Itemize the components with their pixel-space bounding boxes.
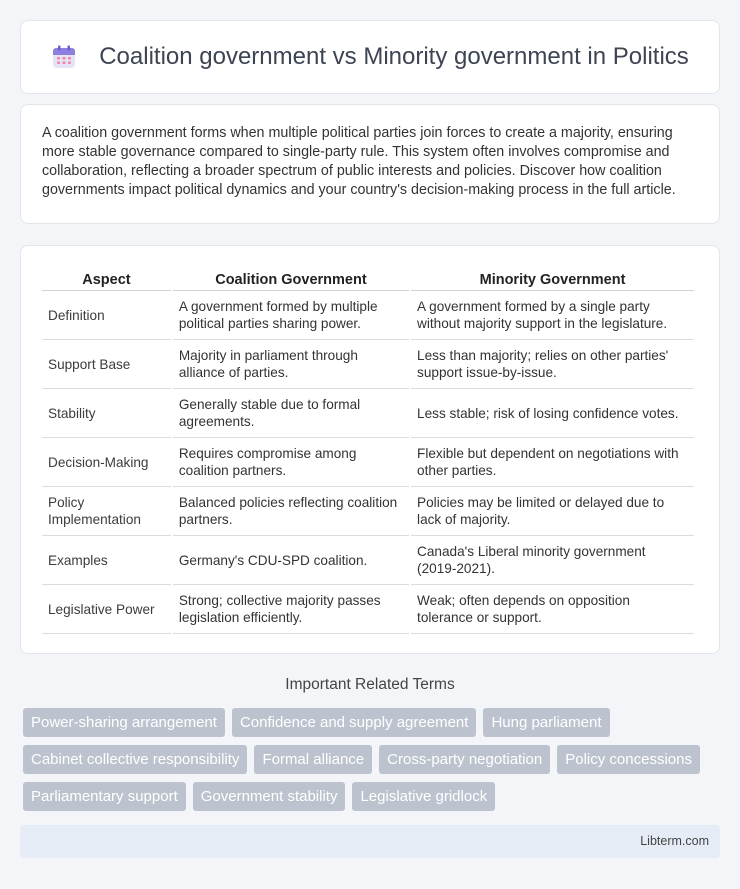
table-row — [42, 389, 694, 438]
comparison-table-card — [20, 245, 720, 654]
related-term-tag[interactable]: Confidence and supply agreement — [232, 708, 477, 737]
row-minority: Canada's Liberal minority government (2019-2021). — [411, 536, 694, 585]
related-term-tag[interactable]: Government stability — [193, 782, 346, 811]
header-minority: Minority Government — [411, 266, 694, 291]
row-minority: Less stable; risk of losing confidence votes. — [411, 389, 694, 438]
related-term-tag[interactable]: Policy concessions — [557, 745, 700, 774]
table-row — [42, 438, 694, 487]
header-aspect: Aspect — [42, 266, 171, 291]
related-terms-list — [23, 708, 723, 819]
related-term-tag[interactable]: Power-sharing arrangement — [23, 708, 225, 737]
row-aspect: Stability — [42, 389, 171, 438]
row-aspect: Examples — [42, 536, 171, 585]
table-row — [42, 291, 694, 340]
related-term-tag[interactable]: Cross-party negotiation — [379, 745, 550, 774]
header-coalition: Coalition Government — [173, 266, 409, 291]
row-coalition: Balanced policies reflecting coalition partners. — [173, 487, 409, 536]
row-minority: Flexible but dependent on negotiations with other parties. — [411, 438, 694, 487]
page-title: Coalition government vs Minority government in Politics — [99, 43, 689, 70]
row-coalition: Generally stable due to formal agreements. — [173, 389, 409, 438]
related-term-tag[interactable]: Legislative gridlock — [352, 782, 495, 811]
row-coalition: A government formed by multiple political parties sharing power. — [173, 291, 409, 340]
row-aspect: Policy Implementation — [42, 487, 171, 536]
intro-card — [20, 104, 720, 224]
row-aspect: Legislative Power — [42, 585, 171, 634]
row-minority: Less than majority; relies on other parties' support issue-by-issue. — [411, 340, 694, 389]
row-coalition: Germany's CDU-SPD coalition. — [173, 536, 409, 585]
row-aspect: Definition — [42, 291, 171, 340]
row-minority: A government formed by a single party without majority support in the legislature. — [411, 291, 694, 340]
calendar-icon — [51, 44, 77, 70]
table-row — [42, 487, 694, 536]
row-aspect: Decision-Making — [42, 438, 171, 487]
related-term-tag[interactable]: Cabinet collective responsibility — [23, 745, 247, 774]
row-minority: Policies may be limited or delayed due to lack of majority. — [411, 487, 694, 536]
row-aspect: Support Base — [42, 340, 171, 389]
row-coalition: Strong; collective majority passes legislation efficiently. — [173, 585, 409, 634]
table-row — [42, 536, 694, 585]
footer-site-link[interactable]: Libterm.com — [640, 834, 709, 848]
comparison-table — [40, 266, 696, 634]
table-row — [42, 585, 694, 634]
row-minority: Weak; often depends on opposition tolerance or support. — [411, 585, 694, 634]
row-coalition: Majority in parliament through alliance of parties. — [173, 340, 409, 389]
table-row — [42, 340, 694, 389]
related-term-tag[interactable]: Parliamentary support — [23, 782, 186, 811]
header-card — [20, 20, 720, 94]
table-header-row — [42, 266, 694, 291]
header-inner — [51, 43, 689, 71]
row-coalition: Requires compromise among coalition partners. — [173, 438, 409, 487]
related-terms-title: Important Related Terms — [285, 676, 455, 693]
related-term-tag[interactable]: Formal alliance — [254, 745, 372, 774]
related-term-tag[interactable]: Hung parliament — [483, 708, 609, 737]
intro-text: A coalition government forms when multiple political parties join forces to create a majority, ensuring more stable governance compared to single-party rule. This system often involves compromise and collaboration, reflecting a broader spectrum of public interests and policies. Discover how coalition governments impact political dynamics and your country's decision-making process in the full article. — [42, 125, 676, 198]
footer — [20, 825, 720, 858]
